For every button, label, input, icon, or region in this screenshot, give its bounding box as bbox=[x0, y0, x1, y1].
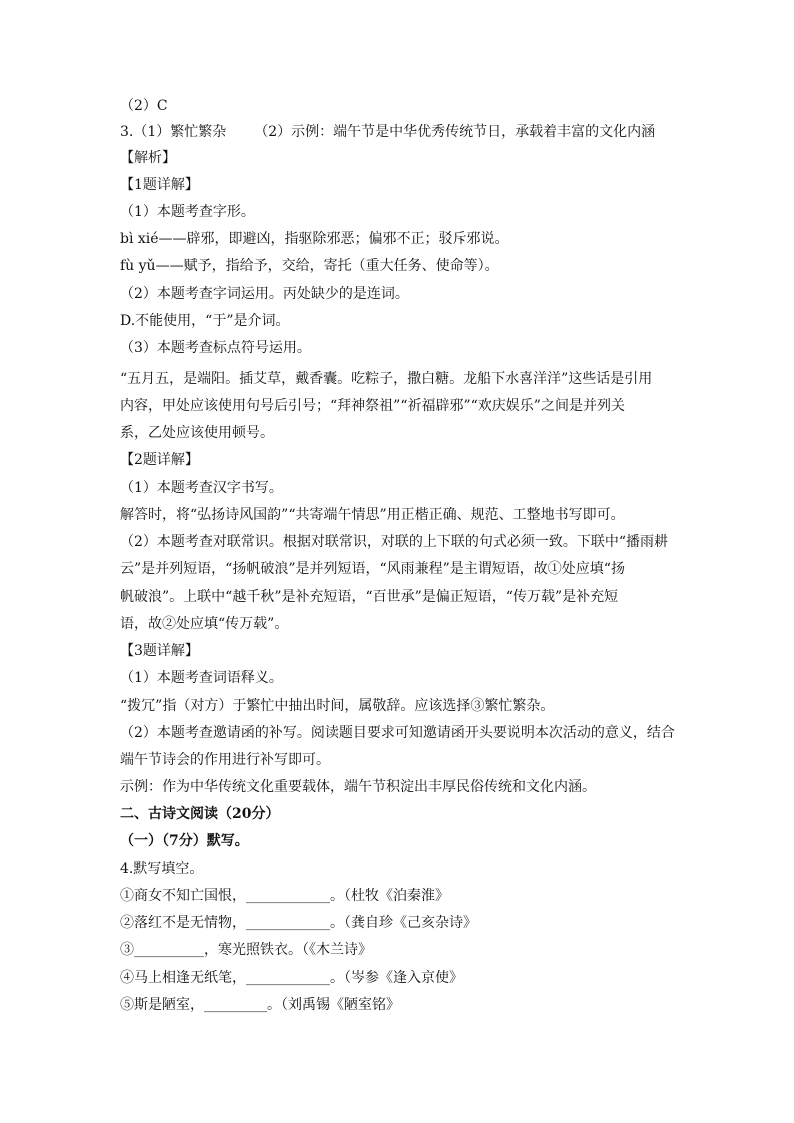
answer-3 bbox=[120, 122, 680, 142]
fill-blank-item: ③__________，寒光照铁衣。（《木兰诗》 bbox=[120, 942, 372, 958]
answer-3-part2: （2）示例：端午节是中华优秀传统节日，承载着丰富的文化内涵 bbox=[254, 124, 656, 140]
fill-blank-item: ⑤斯是陋室，_________。（刘禹锡《陋室铭》 bbox=[120, 997, 400, 1013]
paragraph-line: bì xié——辟邪，即避凶，指驱除邪恶；偏邪不正；驳斥邪说。 bbox=[120, 231, 509, 247]
paragraph-line: （1）本题考查汉字书写。 bbox=[120, 480, 283, 496]
q2-detail-heading: 【2题详解】 bbox=[120, 452, 199, 468]
fill-blank-item: ④马上相逢无纸笔，____________。（岑参《逢入京使》 bbox=[120, 970, 463, 986]
q1-detail-heading: 【1题详解】 bbox=[120, 177, 199, 193]
fill-blank-item: ②落红不是无情物，____________。（龚自珍《己亥杂诗》 bbox=[120, 915, 477, 931]
paragraph-line: （2）本题考查邀请函的补写。阅读题目要求可知邀请函开头要说明本次活动的意义，结合 bbox=[120, 725, 675, 741]
paragraph-line: 示例：作为中华传统文化重要载体，端午节积淀出丰厚民俗传统和文化内涵。 bbox=[120, 779, 596, 795]
question-4: 4.默写填空。 bbox=[120, 861, 204, 877]
answer-3-part1: 3.（1）繁忙繁杂 bbox=[120, 124, 227, 140]
q3-detail-heading: 【3题详解】 bbox=[120, 643, 199, 659]
paragraph-line: “拨冗”指（对方）于繁忙中抽出时间，属敬辞。应该选择③繁忙繁杂。 bbox=[120, 698, 555, 714]
paragraph-line: （2）本题考查对联常识。根据对联常识，对联的上下联的句式必须一致。下联中“播雨耕 bbox=[120, 534, 669, 550]
paragraph-line: （1）本题考查词语释义。 bbox=[120, 670, 283, 686]
paragraph-line: 内容，甲处应该使用句号后引号；“拜神祭祖”“祈福辟邪”“欢庆娱乐”之间是并列关 bbox=[120, 398, 625, 414]
paragraph-line: 端午节诗会的作用进行补写即可。 bbox=[120, 752, 330, 768]
paragraph-line: 云”是并列短语，“扬帆破浪”是并列短语，“风雨兼程”是主谓短语，故①处应填“扬 bbox=[120, 561, 625, 577]
paragraph-line: fù yǔ——赋予，指给予，交给，寄托（重大任务、使命等）。 bbox=[120, 258, 499, 274]
paragraph-line: 解答时，将“弘扬诗风国韵”“共寄端午情思”用正楷正确、规范、工整地书写即可。 bbox=[120, 507, 625, 523]
paragraph-line: （1）本题考查字形。 bbox=[120, 204, 255, 220]
analysis-heading: 【解析】 bbox=[120, 150, 176, 166]
paragraph-line: （2）本题考查字词运用。丙处缺少的是连词。 bbox=[120, 286, 409, 302]
subsection-heading-dictation: （一）（7分）默写。 bbox=[120, 833, 249, 849]
answer-2-2: （2）C bbox=[120, 98, 168, 114]
paragraph-line: D.不能使用，“于”是介词。 bbox=[120, 313, 290, 329]
fill-blank-item: ①商女不知亡国恨，____________。（杜牧《泊秦淮》 bbox=[120, 888, 449, 904]
section-heading-classical: 二、古诗文阅读（20分） bbox=[120, 806, 280, 822]
paragraph-line: “五月五，是端阳。插艾草，戴香囊。吃粽子，撒白糖。龙船下水喜洋洋”这些话是引用 bbox=[120, 371, 653, 387]
paragraph-line: 语，故②处应填“传万载”。 bbox=[120, 616, 289, 632]
paragraph-line: 帆破浪”。上联中“越千秋”是补充短语，“百世承”是偏正短语，“传万载”是补充短 bbox=[120, 589, 619, 605]
paragraph-line: 系，乙处应该使用顿号。 bbox=[120, 425, 274, 441]
paragraph-line: （3）本题考查标点符号运用。 bbox=[120, 340, 311, 356]
